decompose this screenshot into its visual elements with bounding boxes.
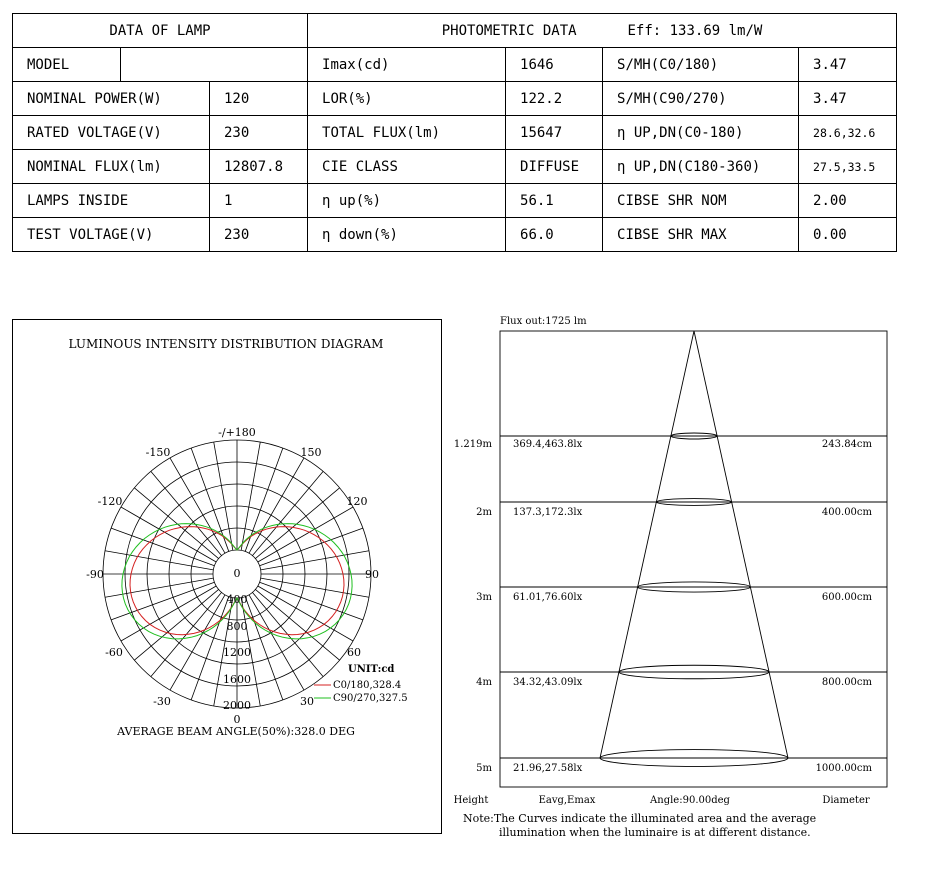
cell-value: 3.47 — [799, 48, 897, 82]
cell-value — [121, 48, 308, 82]
cell-value: 1 — [210, 184, 308, 218]
cone-lines — [500, 331, 887, 766]
angle-label: -90 — [86, 568, 104, 581]
cell-value: DIFFUSE — [506, 150, 603, 184]
cell-value: 28.6,32.6 — [799, 116, 897, 150]
unit-label: UNIT:cd — [348, 664, 395, 675]
cell-label: LAMPS INSIDE — [13, 184, 210, 218]
cell-label: η down(%) — [308, 218, 506, 252]
note-line-2: illumination when the luminaire is at different distance. — [499, 826, 811, 839]
illuminated-area-ellipse — [638, 582, 751, 592]
cell-value: 230 — [210, 116, 308, 150]
cell-value: 12807.8 — [210, 150, 308, 184]
cell-label: MODEL — [13, 48, 121, 82]
diameter-label: 400.00cm — [821, 507, 872, 518]
angle-label: -/+180 — [218, 426, 256, 439]
angle-label: 150 — [300, 446, 322, 459]
cell-value: 120 — [210, 82, 308, 116]
flux-out-label: Flux out:1725 lm — [500, 316, 587, 327]
diameter-label: 600.00cm — [821, 592, 872, 603]
diameter-label: 243.84cm — [821, 439, 872, 450]
illuminance-label: 34.32,43.09lx — [513, 677, 583, 688]
height-label: 1.219m — [453, 439, 492, 450]
legend-label-c0: C0/180,328.4 — [333, 680, 402, 691]
cell-label: NOMINAL FLUX(lm) — [13, 150, 210, 184]
cell-value: 1646 — [506, 48, 603, 82]
diameter-label: 1000.00cm — [815, 763, 872, 774]
cell-value: 56.1 — [506, 184, 603, 218]
footer-eavg-label: Eavg,Emax — [538, 795, 596, 806]
ring-label: 1200 — [223, 646, 251, 659]
cell-label: η up(%) — [308, 184, 506, 218]
table-row — [13, 218, 897, 252]
ring-label: 0 — [233, 567, 241, 580]
cell-label: η UP,DN(C180-360) — [603, 150, 799, 184]
cell-label: TEST VOLTAGE(V) — [13, 218, 210, 252]
cell-value: 122.2 — [506, 82, 603, 116]
cell-label: NOMINAL POWER(W) — [13, 82, 210, 116]
cell-value: 15647 — [506, 116, 603, 150]
cell-value: 0.00 — [799, 218, 897, 252]
cell-value: 27.5,33.5 — [799, 150, 897, 184]
angle-label: -120 — [97, 495, 123, 508]
footer-angle-label: Angle:90.00deg — [650, 795, 730, 806]
table-row — [13, 150, 897, 184]
height-label: 2m — [476, 507, 492, 518]
footer-diameter-label: Diameter — [822, 795, 870, 806]
table-row — [13, 116, 897, 150]
cell-label: TOTAL FLUX(lm) — [308, 116, 506, 150]
illuminated-area-ellipse — [619, 665, 769, 679]
ring-label: 400 — [226, 593, 248, 606]
height-label: 4m — [476, 677, 492, 688]
illuminance-label: 61.01,76.60lx — [513, 592, 583, 603]
height-label: 5m — [476, 763, 492, 774]
height-label: 3m — [476, 592, 492, 603]
angle-label: 30 — [300, 695, 314, 708]
cell-label: CIBSE SHR NOM — [603, 184, 799, 218]
table-row — [13, 82, 897, 116]
legend-label-c90: C90/270,327.5 — [333, 693, 408, 704]
cell-label: CIBSE SHR MAX — [603, 218, 799, 252]
cone-frame — [500, 331, 887, 787]
efficacy-label: Eff: 133.69 lm/W — [627, 22, 763, 39]
angle-label: 90 — [365, 568, 379, 581]
ring-label: 1600 — [223, 673, 251, 686]
cone-edge — [600, 331, 694, 758]
angle-label: 60 — [347, 646, 361, 659]
table-row — [13, 184, 897, 218]
cell-label: LOR(%) — [308, 82, 506, 116]
cell-value: 66.0 — [506, 218, 603, 252]
illuminated-area-ellipse — [600, 750, 788, 767]
cell-label: RATED VOLTAGE(V) — [13, 116, 210, 150]
cell-label: S/MH(C0/180) — [603, 48, 799, 82]
illuminated-area-ellipse — [671, 433, 717, 439]
polar-diagram-panel — [12, 319, 442, 834]
note-line-1: Note:The Curves indicate the illuminated area and the average — [463, 812, 817, 825]
illuminance-label: 369.4,463.8lx — [513, 439, 583, 450]
photometric-header-cell — [308, 14, 897, 48]
angle-label: 0 — [233, 713, 241, 726]
spec-table — [12, 13, 897, 252]
beam-angle-label: AVERAGE BEAM ANGLE(50%):328.0 DEG — [117, 725, 355, 738]
cell-label: S/MH(C90/270) — [603, 82, 799, 116]
cell-value: 230 — [210, 218, 308, 252]
angle-label: 120 — [346, 495, 368, 508]
cell-label: CIE CLASS — [308, 150, 506, 184]
cell-label: Imax(cd) — [308, 48, 506, 82]
illuminance-label: 21.96,27.58lx — [513, 763, 583, 774]
illuminance-label: 137.3,172.3lx — [513, 507, 583, 518]
table-header-row — [13, 14, 897, 48]
angle-label: -150 — [145, 446, 171, 459]
footer-height-label: Height — [453, 795, 489, 806]
illuminated-area-ellipse — [656, 499, 731, 506]
lamp-data-header: DATA OF LAMP — [13, 14, 308, 48]
diameter-label: 800.00cm — [821, 677, 872, 688]
polar-title: LUMINOUS INTENSITY DISTRIBUTION DIAGRAM — [68, 337, 384, 351]
ring-label: 2000 — [223, 699, 251, 712]
table-row — [13, 48, 897, 82]
angle-label: -60 — [105, 646, 123, 659]
photometric-header: PHOTOMETRIC DATA — [441, 22, 577, 39]
ring-label: 800 — [226, 620, 248, 633]
cell-label: η UP,DN(C0-180) — [603, 116, 799, 150]
cell-value: 3.47 — [799, 82, 897, 116]
cell-value: 2.00 — [799, 184, 897, 218]
cone-edge — [694, 331, 788, 758]
angle-label: -30 — [153, 695, 171, 708]
